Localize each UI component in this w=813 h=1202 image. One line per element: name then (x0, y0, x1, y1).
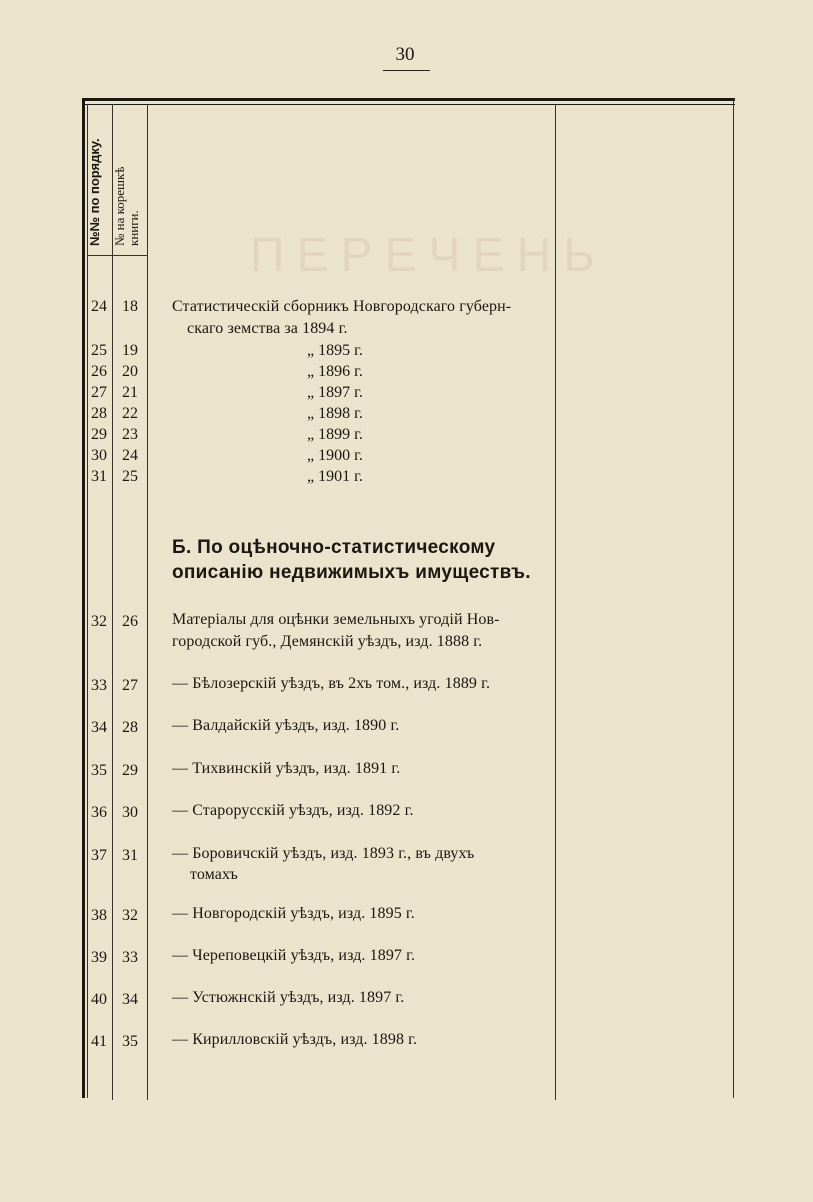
column-header-spine-number-line2: книги. (126, 210, 141, 246)
entry-text-continued: томахъ (190, 866, 238, 883)
spine-number: 22 (122, 405, 138, 422)
header-rule (88, 255, 147, 256)
spine-number: 31 (122, 847, 138, 864)
order-number: 29 (91, 426, 107, 443)
entry-text: — Устюжнскій уѣздъ, изд. 1897 г. (172, 989, 405, 1006)
order-number: 38 (91, 907, 107, 924)
order-number: 28 (91, 405, 107, 422)
spine-number: 30 (122, 804, 138, 821)
table-left-border (82, 98, 85, 1098)
entry-text: — Бѣлозерскій уѣздъ, въ 2хъ том., изд. 1889 г. (172, 675, 491, 692)
order-number: 36 (91, 804, 107, 821)
entry-text: „ 1901 г. (307, 468, 363, 485)
order-number: 31 (91, 468, 107, 485)
entry-text: „ 1895 г. (307, 342, 363, 359)
entry-text: „ 1898 г. (307, 405, 363, 422)
entry-text: — Кирилловскій уѣздъ, изд. 1898 г. (172, 1031, 418, 1048)
order-number: 34 (91, 719, 107, 736)
entry-text: — Боровичскій уѣздъ, изд. 1893 г., въ двухъ (172, 845, 475, 862)
section-b-title: Б. По оцѣночно-статистическому (172, 537, 496, 558)
order-number: 24 (91, 298, 107, 315)
column-divider-2 (147, 104, 148, 1100)
entry-text: — Тихвинскій уѣздъ, изд. 1891 г. (172, 760, 401, 777)
entry-text: — Новгородскій уѣздъ, изд. 1895 г. (172, 905, 415, 922)
section-b-title-continued: описанію недвижимыхъ имуществъ. (172, 562, 531, 583)
spine-number: 19 (122, 342, 138, 359)
page-number: 30 (395, 44, 415, 65)
spine-number: 20 (122, 363, 138, 380)
spine-number: 23 (122, 426, 138, 443)
table-right-border (733, 98, 734, 1098)
order-number: 37 (91, 847, 107, 864)
spine-number: 33 (122, 949, 138, 966)
entry-text: — Старорусскій уѣздъ, изд. 1892 г. (172, 802, 414, 819)
spine-number: 21 (122, 384, 138, 401)
order-number: 26 (91, 363, 107, 380)
column-header-spine-number: № на корешкѣ (112, 166, 127, 246)
column-divider-3 (555, 104, 556, 1100)
entry-text: Матеріалы для оцѣнки земельныхъ угодій Нов- (172, 611, 500, 628)
order-number: 33 (91, 677, 107, 694)
entry-text: „ 1897 г. (307, 384, 363, 401)
order-number: 32 (91, 613, 107, 630)
spine-number: 32 (122, 907, 138, 924)
entry-text-continued: городской губ., Демянскій уѣздъ, изд. 1888 г. (172, 633, 483, 650)
spine-number: 28 (122, 719, 138, 736)
spine-number: 24 (122, 447, 138, 464)
watermark: ПЕРЕЧЕНЬ (250, 229, 607, 282)
order-number: 41 (91, 1033, 107, 1050)
entry-text: — Валдайскій уѣздъ, изд. 1890 г. (172, 717, 400, 734)
entry-text: — Череповецкій уѣздъ, изд. 1897 г. (172, 947, 416, 964)
column-header-order-number: №№ по порядку. (87, 138, 102, 246)
entry-text: „ 1899 г. (307, 426, 363, 443)
entry-text: „ 1900 г. (307, 447, 363, 464)
spine-number: 26 (122, 613, 138, 630)
spine-number: 35 (122, 1033, 138, 1050)
page-number-rule (383, 70, 430, 71)
entry-text-continued: скаго земства за 1894 г. (187, 320, 348, 337)
table-top-border-inner (82, 104, 735, 105)
spine-number: 18 (122, 298, 138, 315)
spine-number: 27 (122, 677, 138, 694)
order-number: 25 (91, 342, 107, 359)
spine-number: 34 (122, 991, 138, 1008)
order-number: 40 (91, 991, 107, 1008)
spine-number: 29 (122, 762, 138, 779)
order-number: 39 (91, 949, 107, 966)
entry-text: Статистическій сборникъ Новгородскаго губерн- (172, 298, 512, 315)
spine-number: 25 (122, 468, 138, 485)
order-number: 30 (91, 447, 107, 464)
order-number: 35 (91, 762, 107, 779)
table-top-border (82, 98, 735, 101)
entry-text: „ 1896 г. (307, 363, 363, 380)
order-number: 27 (91, 384, 107, 401)
